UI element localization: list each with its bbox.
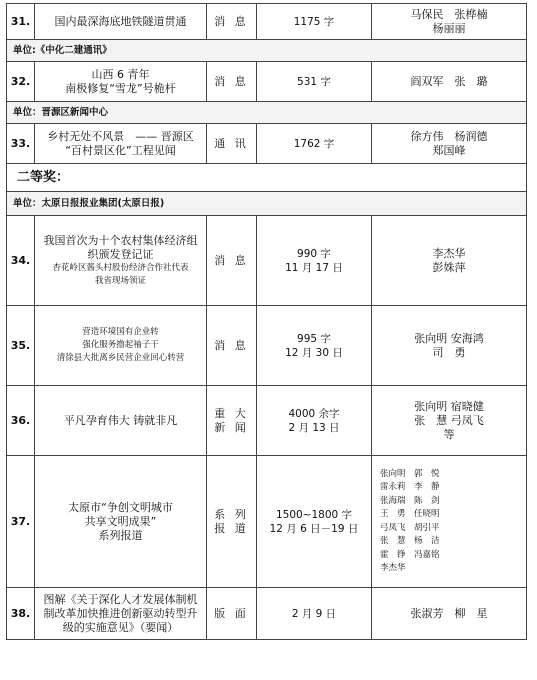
entry-title	[35, 588, 207, 640]
entry-number: 34.	[7, 216, 35, 306]
entry-title-line: 图解《关于深化人才发展体制机	[43, 592, 198, 606]
entry-author-line: 张向明 郭 悦	[380, 468, 440, 479]
entry-title	[35, 4, 207, 40]
entry-number: 35.	[7, 306, 35, 386]
awards-table	[6, 3, 527, 640]
entry-authors	[372, 124, 527, 164]
entry-author-line: 张淑芳 柳 星	[410, 606, 488, 620]
entry-title-line: 系列报道	[98, 528, 143, 542]
awards-table-body	[7, 4, 527, 640]
entry-author-line: 阎双军 张 璐	[410, 74, 488, 88]
entry-length-date	[257, 386, 372, 456]
entry-subtitle-line: 杏花岭区酱头村股份经济合作社代表	[52, 262, 189, 273]
entry-author-line: 李杰华	[380, 563, 406, 573]
entry-length-line: 995 字	[297, 332, 331, 345]
entry-number: 36.	[7, 386, 35, 456]
entry-authors	[372, 588, 527, 640]
entry-author-line: 徐方伟 杨润德	[410, 129, 488, 143]
table-row	[7, 216, 527, 306]
entry-author-line: 张向明 安海鸿	[414, 331, 484, 345]
table-row	[7, 4, 527, 40]
grade-row	[7, 164, 527, 192]
entry-length-line: 1175 字	[293, 15, 335, 28]
entry-title-line: 乡村无处不风景 —— 晋源区	[47, 129, 194, 143]
entry-authors	[372, 216, 527, 306]
table-row	[7, 62, 527, 102]
entry-title	[35, 124, 207, 164]
entry-authors	[372, 306, 527, 386]
entry-title	[35, 386, 207, 456]
entry-author-line: 郑国峰	[432, 143, 466, 157]
entry-author-line: 弓凤飞 胡引平	[380, 522, 440, 533]
entry-title	[35, 216, 207, 306]
entry-author-line: 李杰华	[432, 246, 466, 260]
entry-number: 38.	[7, 588, 35, 640]
entry-number: 37.	[7, 456, 35, 588]
entry-title-line: 山西 6 青年	[91, 67, 150, 81]
entry-length-line: 990 字	[297, 247, 331, 260]
unit-label: 单位:《中化二建通讯》	[7, 40, 527, 62]
entry-type	[207, 4, 257, 40]
entry-type-line: 通 讯	[214, 136, 249, 150]
entry-author-line: 彭姝萍	[432, 260, 466, 274]
entry-author-line: 张 慧 杨 洁	[380, 536, 440, 546]
entry-type	[207, 386, 257, 456]
entry-length-line: 12 月 30 日	[285, 346, 343, 359]
entry-type-line: 版 面	[214, 606, 249, 620]
unit-label: 单位：太原日报报业集团(太原日报)	[7, 192, 527, 216]
entry-author-line: 张 慧 弓凤飞	[414, 413, 484, 427]
entry-type-line: 消 息	[214, 74, 249, 88]
entry-type	[207, 62, 257, 102]
entry-title-line: 国内最深海底地铁隧道贯通	[54, 14, 187, 28]
unit-label: 单位：晋源区新闻中心	[7, 102, 527, 124]
entry-author-line: 雷永莉 李 静	[380, 482, 440, 492]
entry-length-date	[257, 306, 372, 386]
entry-type	[207, 216, 257, 306]
entry-number: 33.	[7, 124, 35, 164]
entry-type-line: 系 列	[214, 507, 249, 521]
entry-length-line: 11 月 17 日	[285, 261, 343, 274]
entry-title-line: 南极修复“雪龙”号桅杆	[65, 81, 176, 95]
entry-length-date	[257, 124, 372, 164]
entry-author-line: 王 勇 任晓明	[380, 509, 440, 519]
entry-type	[207, 456, 257, 588]
entry-authors	[372, 456, 527, 588]
unit-row	[7, 40, 527, 62]
entry-title-line: 太原市“争创文明城市	[68, 500, 173, 514]
entry-author-line: 霍 铮 冯嘉铭	[380, 549, 440, 560]
entry-subtitle-line: 营造环境国有企业转	[82, 327, 159, 337]
award-grade-heading: 二等奖：	[7, 164, 527, 192]
entry-title-line: “百村景区化”工程见闻	[65, 143, 176, 157]
table-row	[7, 306, 527, 386]
entry-author-line: 等	[443, 427, 455, 441]
entry-length-line: 1500~1800 字	[275, 508, 353, 521]
entry-author-line: 杨丽丽	[432, 21, 466, 35]
entry-type	[207, 124, 257, 164]
entry-length-date	[257, 588, 372, 640]
entry-length-date	[257, 62, 372, 102]
entry-title-line: 平凡孕育伟大 铸就非凡	[63, 413, 178, 427]
entry-length-line: 2 月 13 日	[288, 421, 340, 434]
entry-subtitle-line: 我省现场领证	[94, 275, 146, 286]
entry-title	[35, 306, 207, 386]
entry-length-line: 531 字	[297, 75, 331, 88]
entry-length-line: 12 月 6 日－19 日	[269, 522, 359, 535]
entry-subtitle-line: 强化服务撸起袖子干	[82, 340, 159, 350]
entry-type-line: 重 大	[214, 406, 249, 420]
entry-author-line: 司 勇	[432, 345, 466, 359]
entry-title-line: 共享文明成果”	[84, 514, 157, 528]
entry-author-line: 张向明 宿晓健	[414, 399, 484, 413]
table-row	[7, 386, 527, 456]
entry-length-line: 1762 字	[293, 137, 335, 150]
entry-type	[207, 588, 257, 640]
entry-number: 31.	[7, 4, 35, 40]
entry-title-line: 级的实施意见》（要闻）	[62, 620, 179, 634]
entry-authors	[372, 386, 527, 456]
entry-length-date	[257, 456, 372, 588]
entry-title	[35, 62, 207, 102]
entry-type	[207, 306, 257, 386]
entry-title-line: 我国首次为十个农村集体经济组	[43, 233, 198, 247]
unit-row	[7, 192, 527, 216]
entry-type-line: 消 息	[214, 338, 249, 352]
entry-type-line: 消 息	[214, 14, 249, 28]
table-row	[7, 124, 527, 164]
entry-author-line: 张海瑞 陈 剑	[380, 495, 440, 506]
entry-author-line: 马保民 张桦楠	[410, 7, 488, 21]
entry-title	[35, 456, 207, 588]
entry-authors	[372, 4, 527, 40]
entry-subtitle-line: 清徐县大批离乡民营企业回心转营	[56, 353, 185, 363]
entry-title-line: 织颁发登记证	[87, 247, 154, 261]
entry-type-line: 报 道	[214, 521, 249, 535]
entry-length-date	[257, 216, 372, 306]
table-row	[7, 588, 527, 640]
entry-length-line: 4000 余字	[288, 407, 340, 420]
table-row	[7, 456, 527, 588]
entry-number: 32.	[7, 62, 35, 102]
entry-authors	[372, 62, 527, 102]
entry-length-date	[257, 4, 372, 40]
entry-type-line: 新 闻	[214, 420, 249, 434]
entry-type-line: 消 息	[214, 253, 249, 267]
entry-length-line: 2 月 9 日	[291, 607, 337, 620]
entry-title-line: 制改革加快推进创新驱动转型升	[43, 606, 198, 620]
unit-row	[7, 102, 527, 124]
